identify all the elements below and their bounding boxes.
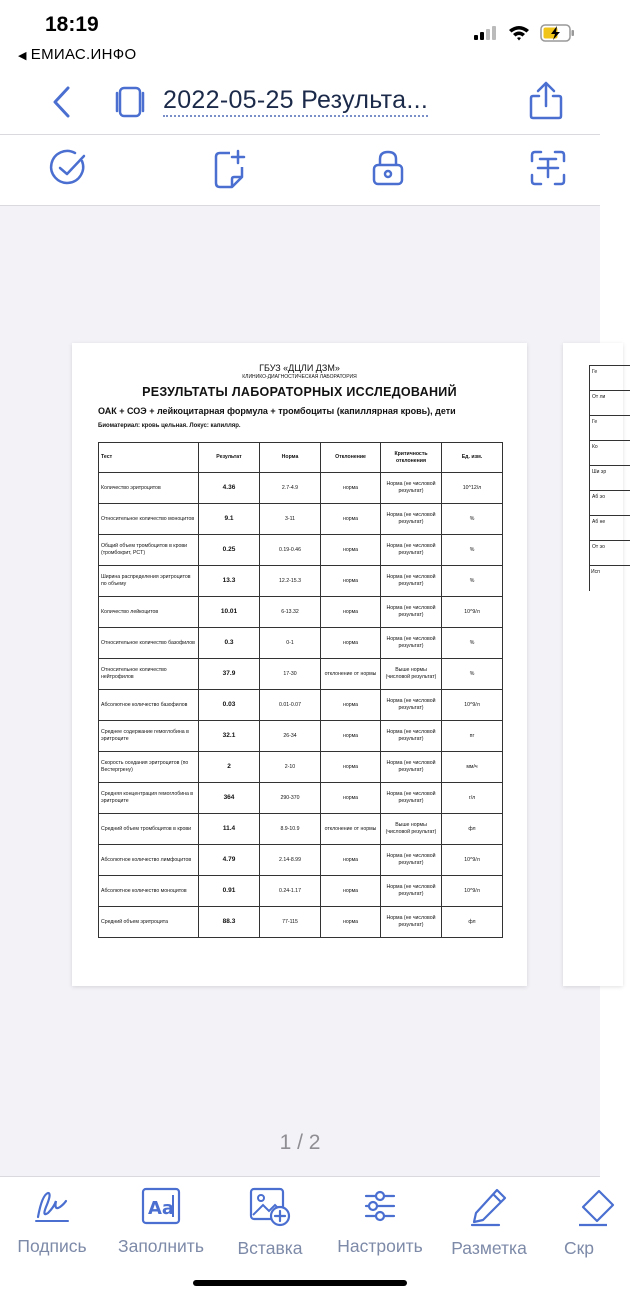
table-cell: 8.9-10.9 <box>260 814 321 845</box>
table-row <box>99 876 503 907</box>
insert-image-icon <box>249 1187 291 1227</box>
cellular-signal-icon <box>474 26 498 40</box>
table-row <box>99 504 503 535</box>
table-row <box>99 814 503 845</box>
status-time: 18:19 <box>45 13 99 36</box>
fill-label: Заполнить <box>118 1236 204 1256</box>
table-cell: 0.01-0.07 <box>260 690 321 721</box>
back-to-app-link[interactable] <box>18 46 136 63</box>
table-cell: 2.14-8.99 <box>260 845 321 876</box>
table-cell: Норма (не числовой результат) <box>381 721 442 752</box>
table-cell: Количество эритроцитов <box>99 473 199 504</box>
table-cell: 77-115 <box>260 907 321 938</box>
table-cell: Общий объем тромбоцитов в крови (тромбокрит, PCT) <box>99 535 199 566</box>
checkmark-circle-icon[interactable] <box>49 149 87 187</box>
table-cell: норма <box>321 721 381 752</box>
column-header: Ед. изм. <box>442 443 503 473</box>
signature-button[interactable] <box>0 1187 107 1257</box>
column-header: Тест <box>99 443 199 473</box>
markup-button[interactable] <box>434 1187 544 1259</box>
table-row <box>99 566 503 597</box>
insert-label: Вставка <box>237 1238 303 1258</box>
table-cell: норма <box>321 504 381 535</box>
table-cell: норма <box>321 845 381 876</box>
table-cell: Ширина распределения эритроцитов по объему <box>99 566 199 597</box>
table-cell: фл <box>442 814 503 845</box>
table-cell: 6-13.32 <box>260 597 321 628</box>
table-cell: Норма (не числовой результат) <box>381 628 442 659</box>
table-cell: 10^9/л <box>442 845 503 876</box>
table-row <box>99 907 503 938</box>
page2-fragment-row: Аб не <box>590 516 630 541</box>
table-cell: 37.9 <box>199 659 260 690</box>
table-row <box>99 783 503 814</box>
column-header: Результат <box>199 443 260 473</box>
home-indicator[interactable] <box>193 1280 407 1286</box>
table-cell: Относительное количество нейтрофилов <box>99 659 199 690</box>
table-cell: % <box>442 628 503 659</box>
table-cell: Скорость оседания эритроцитов (по Вестергрену) <box>99 752 199 783</box>
table-row <box>99 473 503 504</box>
page2-table-fragment <box>589 365 630 591</box>
table-cell: отклонение от нормы <box>321 814 381 845</box>
column-header: Отклонение <box>321 443 381 473</box>
eraser-icon <box>577 1187 617 1227</box>
table-cell: 11.4 <box>199 814 260 845</box>
table-cell: 13.3 <box>199 566 260 597</box>
table-cell: 32.1 <box>199 721 260 752</box>
table-cell: норма <box>321 907 381 938</box>
table-cell: норма <box>321 597 381 628</box>
table-cell: норма <box>321 876 381 907</box>
biomaterial-line: Биоматериал: кровь цельная. Локус: капилляр. <box>98 423 241 429</box>
org-name: ГБУЗ «ДЦЛИ ДЗМ» <box>259 363 340 373</box>
table-cell: Норма (не числовой результат) <box>381 566 442 597</box>
table-row <box>99 845 503 876</box>
table-row <box>99 721 503 752</box>
sliders-icon <box>362 1187 398 1225</box>
table-cell: Норма (не числовой результат) <box>381 597 442 628</box>
table-cell: Относительное количество моноцитов <box>99 504 199 535</box>
table-cell: Норма (не числовой результат) <box>381 504 442 535</box>
table-cell: 0.03 <box>199 690 260 721</box>
table-cell: Норма (не числовой результат) <box>381 752 442 783</box>
table-cell: % <box>442 659 503 690</box>
table-cell: % <box>442 535 503 566</box>
pdf-page-1[interactable] <box>72 343 527 986</box>
chevron-left-icon[interactable] <box>48 84 76 120</box>
table-cell: 290-370 <box>260 783 321 814</box>
table-cell: 0.19-0.46 <box>260 535 321 566</box>
results-table <box>98 442 503 938</box>
table-cell: 12.2-15.3 <box>260 566 321 597</box>
table-cell: 4.79 <box>199 845 260 876</box>
add-page-icon[interactable] <box>212 149 248 189</box>
table-cell: норма <box>321 473 381 504</box>
table-row <box>99 628 503 659</box>
back-triangle-icon: ◀ <box>18 50 27 62</box>
table-cell: 17-30 <box>260 659 321 690</box>
table-cell: 10^12/л <box>442 473 503 504</box>
battery-charging-icon <box>540 24 576 42</box>
report-subtitle: ОАК + СОЭ + лейкоцитарная формула + тромбоциты (капиллярная кровь), дети <box>98 406 456 416</box>
table-cell: фл <box>442 907 503 938</box>
text-scan-icon[interactable] <box>529 149 567 187</box>
table-cell: 88.3 <box>199 907 260 938</box>
table-cell: Выше нормы (числовой результат) <box>381 814 442 845</box>
page2-fragment-row: Аб эо <box>590 491 630 516</box>
status-bar <box>0 0 600 70</box>
page-indicator: 1 / 2 <box>279 1131 321 1154</box>
page2-fragment-row: Ге <box>590 366 630 391</box>
table-cell: Норма (не числовой результат) <box>381 690 442 721</box>
table-cell: норма <box>321 690 381 721</box>
table-cell: норма <box>321 752 381 783</box>
table-cell: 4.36 <box>199 473 260 504</box>
table-cell: Норма (не числовой результат) <box>381 845 442 876</box>
table-cell: 9.1 <box>199 504 260 535</box>
back-app-label: ЕМИАС.ИНФО <box>30 46 137 63</box>
markup-label: Разметка <box>451 1238 527 1258</box>
table-cell: Норма (не числовой результат) <box>381 907 442 938</box>
share-icon[interactable] <box>526 80 566 122</box>
table-row <box>99 597 503 628</box>
table-cell: Абсолютное количество лимфоцитов <box>99 845 199 876</box>
table-cell: 10^9/л <box>442 876 503 907</box>
document-viewer[interactable] <box>0 206 607 1176</box>
pen-markup-icon <box>469 1187 509 1227</box>
table-cell: Средний объем эритроцита <box>99 907 199 938</box>
table-cell: 2 <box>199 752 260 783</box>
fill-button[interactable] <box>106 1187 216 1257</box>
table-cell: Среднее содержание гемоглобина в эритроците <box>99 721 199 752</box>
table-cell: 10^9/л <box>442 597 503 628</box>
table-cell: Средний объем тромбоцитов в крови <box>99 814 199 845</box>
table-cell: 10^9/л <box>442 690 503 721</box>
text-fill-icon <box>141 1187 181 1225</box>
table-cell: Выше нормы (числовой результат) <box>381 659 442 690</box>
hide-button[interactable] <box>542 1187 600 1259</box>
column-header: Критичность отклонения <box>381 443 442 473</box>
table-header-row <box>99 443 503 473</box>
table-cell: 0.24-1.17 <box>260 876 321 907</box>
table-cell: мм/ч <box>442 752 503 783</box>
page2-fragment-row: Ге <box>590 416 630 441</box>
table-cell: норма <box>321 783 381 814</box>
table-row <box>99 690 503 721</box>
table-cell: 364 <box>199 783 260 814</box>
table-cell: 0-1 <box>260 628 321 659</box>
table-cell: норма <box>321 628 381 659</box>
table-cell: % <box>442 566 503 597</box>
table-cell: 3-11 <box>260 504 321 535</box>
page2-fragment-row: Ши эр <box>590 466 630 491</box>
table-cell: норма <box>321 535 381 566</box>
document-pages-icon[interactable] <box>112 86 148 118</box>
adjust-label: Настроить <box>337 1236 423 1256</box>
document-title[interactable]: 2022-05-25 Результа... <box>163 86 428 117</box>
svg-text:Aa: Aa <box>148 1198 175 1219</box>
table-cell: % <box>442 504 503 535</box>
report-title: РЕЗУЛЬТАТЫ ЛАБОРАТОРНЫХ ИССЛЕДОВАНИЙ <box>142 385 457 399</box>
page2-fragment-row: От эо <box>590 541 630 566</box>
hide-label: Скр <box>564 1238 595 1258</box>
table-cell: Норма (не числовой результат) <box>381 535 442 566</box>
insert-button[interactable] <box>215 1187 325 1259</box>
table-row <box>99 752 503 783</box>
table-cell: Норма (не числовой результат) <box>381 473 442 504</box>
table-cell: Количество лейкоцитов <box>99 597 199 628</box>
table-cell: Абсолютное количество моноцитов <box>99 876 199 907</box>
document-toolbar <box>0 135 600 206</box>
signature-label: Подпись <box>17 1236 87 1256</box>
page2-fragment-row: От ли <box>590 391 630 416</box>
page2-fragment-row: Исп <box>591 569 600 575</box>
page2-fragment-row: Ко <box>590 441 630 466</box>
pdf-page-2-preview[interactable] <box>563 343 623 986</box>
table-cell: 10.01 <box>199 597 260 628</box>
navigation-bar <box>0 70 600 135</box>
table-cell: 2.7-4.9 <box>260 473 321 504</box>
lock-icon[interactable] <box>371 149 405 187</box>
table-row <box>99 659 503 690</box>
table-cell: 0.3 <box>199 628 260 659</box>
table-cell: Норма (не числовой результат) <box>381 783 442 814</box>
table-cell: г/л <box>442 783 503 814</box>
table-cell: Норма (не числовой результат) <box>381 876 442 907</box>
signature-icon <box>32 1187 72 1225</box>
table-cell: 0.25 <box>199 535 260 566</box>
table-row <box>99 535 503 566</box>
table-cell: Абсолютное количество базофилов <box>99 690 199 721</box>
adjust-button[interactable] <box>325 1187 435 1257</box>
table-cell: пг <box>442 721 503 752</box>
lab-name: КЛИНИКО-ДИАГНОСТИЧЕСКАЯ ЛАБОРАТОРИЯ <box>242 374 357 380</box>
wifi-icon <box>508 25 530 41</box>
table-cell: 26-34 <box>260 721 321 752</box>
column-header: Норма <box>260 443 321 473</box>
table-cell: отклонение от нормы <box>321 659 381 690</box>
table-cell: 2-10 <box>260 752 321 783</box>
table-cell: Относительное количество базофилов <box>99 628 199 659</box>
table-cell: Средняя концентрация гемоглобина в эритроците <box>99 783 199 814</box>
table-cell: норма <box>321 566 381 597</box>
table-cell: 0.91 <box>199 876 260 907</box>
